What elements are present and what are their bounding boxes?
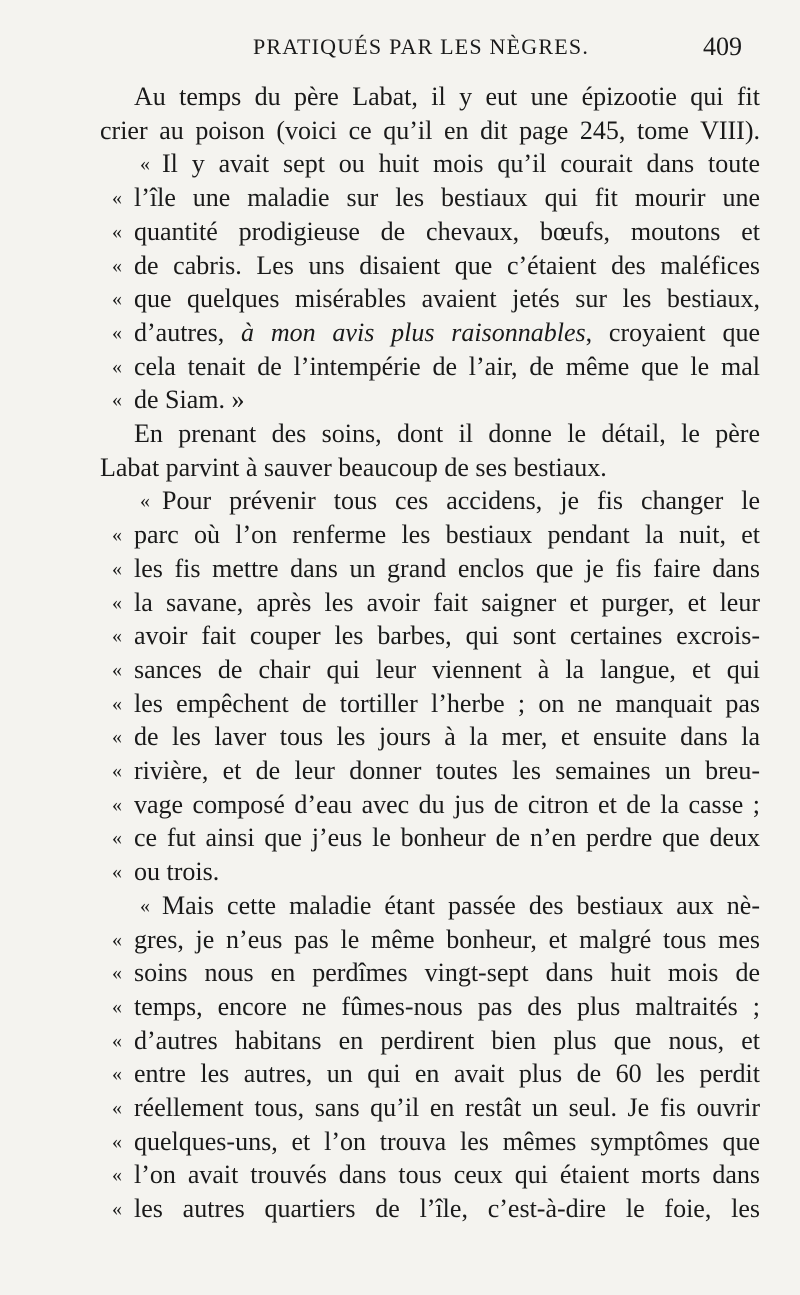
line-text: entre les autres, un qui en avait plus de 60 les perdit [134, 1059, 760, 1089]
quote-mark: « [112, 187, 122, 210]
text-line [100, 687, 760, 721]
text-line [100, 484, 760, 518]
quote-mark: « [112, 827, 122, 850]
line-text: quelques-uns, et l’on trouva les mêmes symptômes que [134, 1126, 760, 1156]
quote-mark: « [112, 288, 122, 311]
text-line [100, 215, 760, 249]
line-text: gres, je n’eus pas le même bonheur, et malgré tous mes [134, 924, 760, 954]
quote-mark: « [112, 1130, 122, 1153]
quote-mark: « [112, 793, 122, 816]
line-text: Au temps du père Labat, il y eut une épizootie qui fit [134, 82, 760, 111]
text-line [100, 249, 760, 283]
quote-mark: « [112, 1063, 122, 1086]
text-line [100, 653, 760, 687]
quote-mark: « [112, 928, 122, 951]
line-text: de les laver tous les jours à la mer, et ensuite dans la [134, 722, 760, 752]
text-line [100, 552, 760, 586]
line-text: cela tenait de l’intempérie de l’air, de même que le mal [134, 351, 760, 381]
running-title: PRATIQUÉS PAR LES NÈGRES. [253, 34, 590, 59]
line-text: avoir fait couper les barbes, qui sont certaines excrois- [134, 621, 760, 651]
line-text: l’on avait trouvés dans tous ceux qui étaient morts dans [134, 1160, 760, 1190]
text-line [100, 889, 760, 923]
line-text: que quelques misérables avaient jetés sur les bestiaux, [134, 284, 760, 314]
text-line [100, 282, 760, 316]
text-line [100, 1125, 760, 1159]
line-text: ce fut ainsi que j’eus le bonheur de n’en perdre que deux [134, 823, 760, 853]
line-text: réellement tous, sans qu’il en restât un seul. Je fis ouvrir [134, 1093, 760, 1122]
quote-mark: « [112, 1198, 122, 1221]
text-line [100, 788, 760, 822]
line-text: vage composé d’eau avec du jus de citron et de la casse ; [134, 789, 760, 819]
quote-mark: « [112, 625, 122, 648]
line-text: Il y avait sept ou huit mois qu’il courait dans toute [162, 149, 760, 179]
line-text: les autres quartiers de l’île, c’est-à-dire le foie, les [134, 1194, 760, 1224]
line-text: ou trois. [134, 857, 220, 887]
line-text: d’autres habitans en perdirent bien plus que nous, et [134, 1025, 760, 1055]
text-line [100, 518, 760, 552]
quote-mark: « [112, 524, 122, 547]
line-text: soins nous en perdîmes vingt-sept dans huit mois de [134, 958, 760, 988]
quote-mark: « [112, 658, 122, 681]
text-line [100, 990, 760, 1024]
line-text: crier au poison (voici ce qu’il en dit page 245, tome VIII). [100, 115, 760, 145]
text-line [100, 586, 760, 620]
line-text: rivière, et de leur donner toutes les semaines un breu- [134, 756, 760, 785]
text-line [100, 114, 760, 148]
quote-mark: « [112, 760, 122, 782]
quote-mark: « [140, 490, 150, 513]
page-number: 409 [703, 32, 742, 61]
text-line [100, 147, 760, 181]
line-text: sances de chair qui leur viennent à la langue, et qui [134, 654, 760, 684]
text-line [100, 417, 760, 451]
quote-mark: « [112, 321, 122, 344]
line-text: temps, encore ne fûmes-nous pas des plus maltraités ; [134, 991, 760, 1021]
text-line [100, 821, 760, 855]
text-line [100, 619, 760, 653]
text-line [100, 923, 760, 957]
quote-mark: « [112, 1097, 122, 1119]
text-line [100, 1158, 760, 1192]
text-line [100, 1024, 760, 1058]
line-text: de cabris. Les uns disaient que c’étaient des maléfices [134, 250, 760, 280]
text-line [100, 80, 760, 114]
text-line [100, 383, 760, 417]
quote-mark: « [112, 962, 122, 985]
quote-mark: « [140, 894, 150, 917]
line-text: En prenant des soins, dont il donne le détail, le père [134, 419, 760, 448]
quote-mark: « [112, 389, 122, 412]
line-text: d’autres, à mon avis plus raisonnables, croyaient que [134, 317, 761, 347]
line-text: Labat parvint à sauver beaucoup de ses bestiaux. [100, 452, 607, 482]
quote-mark: « [112, 254, 122, 277]
quote-mark: « [112, 692, 122, 715]
text-line [100, 1057, 760, 1091]
line-text: quantité prodigieuse de chevaux, bœufs, moutons et [134, 216, 760, 246]
line-text: de Siam. » [134, 385, 245, 415]
text-line [100, 754, 760, 788]
quote-mark: « [112, 1029, 122, 1052]
text-line [100, 855, 760, 889]
text-line [100, 316, 760, 350]
quote-mark: « [112, 1164, 122, 1187]
line-text: l’île une maladie sur les bestiaux qui fit mourir une [134, 183, 760, 213]
quote-mark: « [112, 220, 122, 243]
quote-mark: « [112, 591, 122, 614]
text-line [100, 181, 760, 215]
text-line [100, 720, 760, 754]
line-text: parc où l’on renferme les bestiaux pendant la nuit, et [134, 520, 760, 550]
line-text: les empêchent de tortiller l’herbe ; on ne manquait pas [134, 688, 760, 718]
text-line [100, 1091, 760, 1125]
text-line [100, 1192, 760, 1226]
quote-mark: « [112, 557, 122, 580]
text-line [100, 451, 760, 485]
line-text: la savane, après les avoir fait saigner et purger, et leur [134, 587, 760, 617]
page-header [0, 34, 800, 74]
line-text: Pour prévenir tous ces accidens, je fis changer le [162, 486, 760, 516]
line-text: Mais cette maladie étant passée des bestiaux aux nè- [162, 890, 760, 920]
text-line [100, 350, 760, 384]
quote-mark: « [112, 995, 122, 1018]
quote-mark: « [112, 726, 122, 749]
text-line [100, 956, 760, 990]
quote-mark: « [112, 355, 122, 378]
line-text: les fis mettre dans un grand enclos que je fis faire dans [134, 553, 760, 583]
quote-mark: « [112, 861, 122, 884]
quote-mark: « [140, 153, 150, 176]
